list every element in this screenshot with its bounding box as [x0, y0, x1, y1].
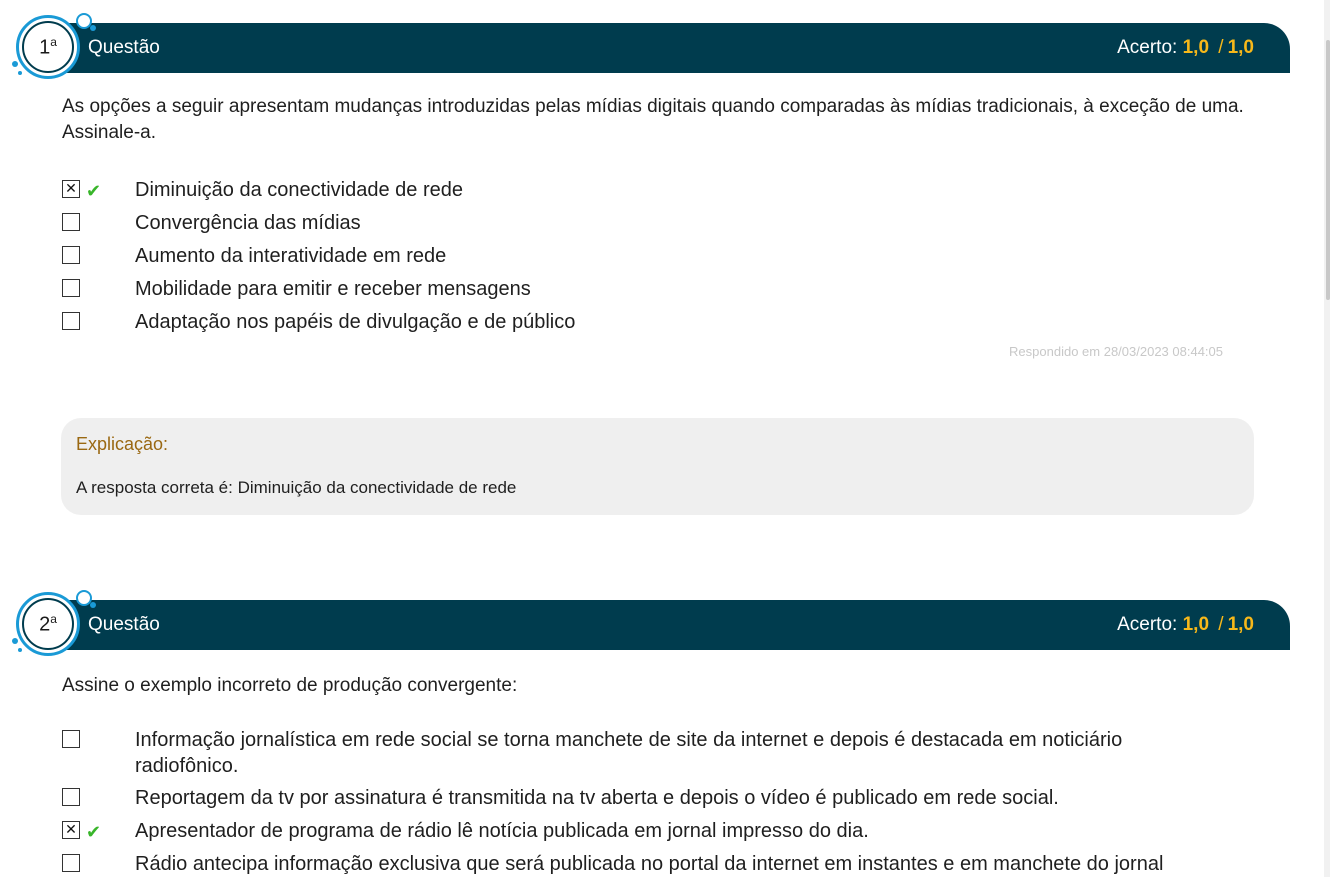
answer-option[interactable] [62, 312, 1262, 345]
score-label: Acerto: [1117, 614, 1178, 635]
answer-option[interactable] [62, 730, 1262, 788]
question-label: Questão [88, 614, 160, 635]
green-checkmark-icon: ✔ [86, 822, 102, 842]
scrollbar-thumb[interactable] [1326, 40, 1330, 300]
badge-dot [90, 602, 96, 608]
badge-dot [12, 61, 18, 67]
checkbox[interactable] [62, 788, 80, 806]
question-number-ordinal: a [50, 612, 57, 626]
checkbox[interactable] [62, 279, 80, 297]
option-text: Convergência das mídias [135, 212, 361, 234]
x-checkbox-icon[interactable]: ✕ [62, 180, 80, 198]
answer-option[interactable] [62, 246, 1262, 279]
question-header [60, 600, 1290, 650]
answer-option[interactable] [62, 180, 1262, 213]
question-label: Questão [88, 37, 160, 58]
question-number [16, 35, 80, 60]
question-header [60, 23, 1290, 73]
question-number-value: 1 [39, 36, 51, 59]
answer-option[interactable] [62, 821, 1262, 854]
question-text: Assine o exemplo incorreto de produção convergente: [62, 675, 518, 696]
answer-option[interactable] [62, 279, 1262, 312]
checkbox[interactable] [62, 854, 80, 872]
question-text: As opções a seguir apresentam mudanças introduzidas pelas mídias digitais quando comparadas às mídias tradicionais, à exceção de uma. Assinale-a. [62, 96, 1244, 143]
explanation-box [61, 418, 1254, 515]
option-text: Reportagem da tv por assinatura é transmitida na tv aberta e depois o vídeo é publicado em rede social. [135, 787, 1059, 809]
answer-option[interactable] [62, 788, 1262, 821]
score-separator: / [1218, 37, 1224, 58]
answer-option[interactable] [62, 854, 1262, 887]
badge-dot [18, 648, 22, 652]
score-value: 1,0 [1182, 614, 1210, 635]
option-text: Adaptação nos papéis de divulgação e de público [135, 311, 576, 333]
explanation-body: A resposta correta é: Diminuição da conectividade de rede [76, 478, 517, 497]
option-text: Mobilidade para emitir e receber mensagens [135, 278, 531, 300]
question-number-badge [16, 15, 82, 81]
badge-dot [90, 25, 96, 31]
answer-option[interactable] [62, 213, 1262, 246]
checkbox[interactable] [62, 730, 80, 748]
score [1117, 37, 1254, 59]
green-checkmark-icon: ✔ [86, 181, 102, 201]
explanation-title: Explicação: [76, 434, 169, 454]
question-number-badge [16, 592, 82, 658]
badge-dot [18, 71, 22, 75]
option-text: Rádio antecipa informação exclusiva que será publicada no portal da internet em instantes e em manchete do jornal [135, 853, 1164, 875]
option-text: Aumento da interatividade em rede [135, 245, 447, 267]
option-text: Diminuição da conectividade de rede [135, 179, 463, 201]
option-text: Apresentador de programa de rádio lê notícia publicada em jornal impresso do dia. [135, 820, 869, 842]
score-label: Acerto: [1117, 37, 1178, 58]
option-text: Informação jornalística em rede social se torna manchete de site da internet e depois é destacada em noticiário radiofônico. [135, 729, 1123, 777]
question-number-ordinal: a [50, 35, 57, 49]
answered-timestamp: Respondido em 28/03/2023 08:44:05 [1009, 344, 1223, 359]
question-number-value: 2 [39, 613, 51, 636]
answer-options [62, 180, 1262, 345]
scrollbar[interactable] [1324, 0, 1330, 877]
answer-options [62, 730, 1262, 887]
checkbox[interactable] [62, 213, 80, 231]
checkbox[interactable] [62, 246, 80, 264]
badge-dot [12, 638, 18, 644]
x-checkbox-icon[interactable]: ✕ [62, 821, 80, 839]
score-separator: / [1218, 614, 1224, 635]
score-value: 1,0 [1182, 37, 1210, 58]
score-total: 1,0 [1227, 614, 1254, 635]
score [1117, 614, 1254, 636]
question-number [16, 612, 80, 637]
score-total: 1,0 [1227, 37, 1254, 58]
checkbox[interactable] [62, 312, 80, 330]
